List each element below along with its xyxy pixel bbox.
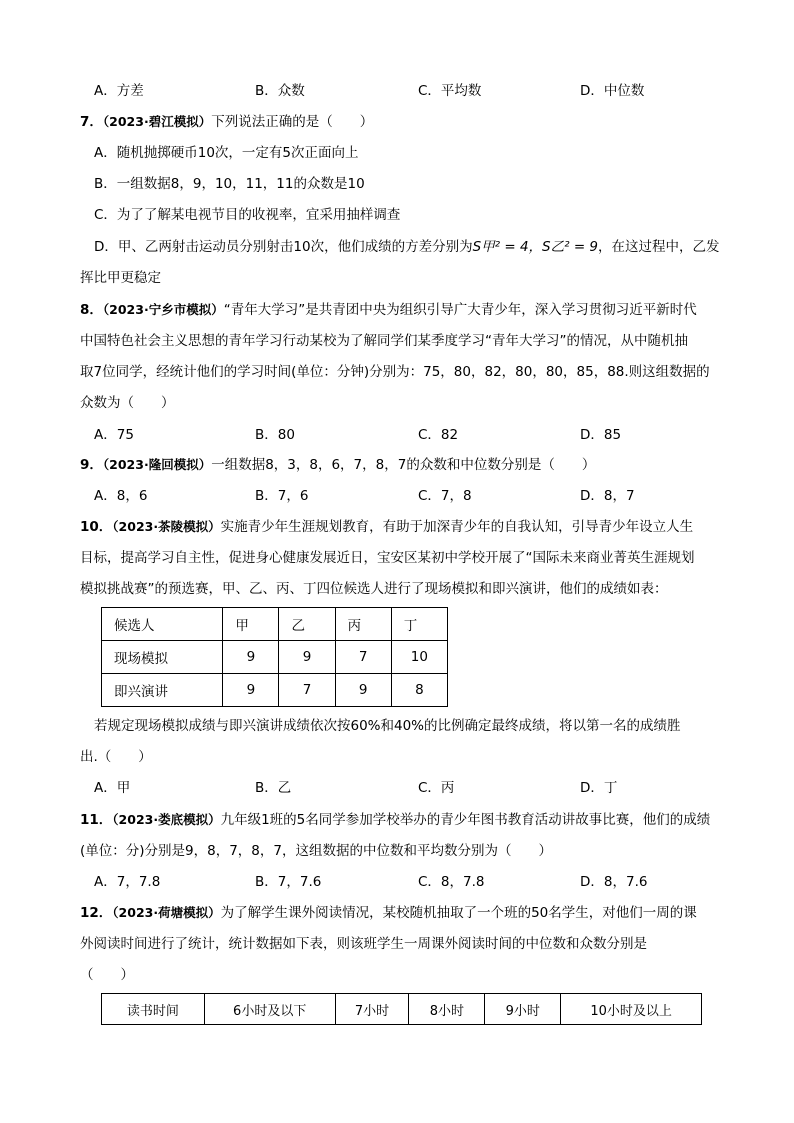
q8-line-4: 众数为（ ） <box>80 395 175 411</box>
q7-source: （2023·碧江模拟） <box>102 114 212 129</box>
q10-line-2: 目标，提高学习自主性，促进身心健康发展近日，宝安区某初中学校开展了“国际未来商业菁英生涯规划 <box>80 550 695 566</box>
q12-text-1: 为了解学生课外阅读情况，某校随机抽取了一个班的50名学生，对他们一周的课 <box>220 905 697 921</box>
table-cell: 9 <box>335 674 391 707</box>
q7-option-d-line1 <box>94 237 720 257</box>
q9-option-a: A．8，6 <box>94 488 148 504</box>
q11-option-b: B．7，7.6 <box>255 874 322 890</box>
q9-stem: 一组数据8，3，8，6，7，8，7的众数和中位数分别是（ ） <box>211 457 596 473</box>
q9-stem-line <box>80 455 595 475</box>
q8-text-1: “青年大学习”是共青团中央为组织引导广大青少年，深入学习贯彻习近平新时代 <box>223 302 697 318</box>
q7-variance-formula: S甲² = 4，S乙² = 9 <box>472 239 599 255</box>
table-header-row <box>102 994 702 1025</box>
table-row <box>102 674 448 707</box>
table-cell: 9 <box>279 641 335 674</box>
q11-option-d: D．8，7.6 <box>580 874 648 890</box>
q10-after-2: 出.（ ） <box>80 749 152 765</box>
q7-option-d-line2: 挥比甲更稳定 <box>80 270 161 286</box>
table-cell: 现场模拟 <box>102 641 223 674</box>
table-cell: 9 <box>223 674 279 707</box>
q7-option-b: B．一组数据8，9，10，11，11的众数是10 <box>94 176 365 192</box>
q7-stem: 下列说法正确的是（ ） <box>211 114 374 130</box>
table-cell: 即兴演讲 <box>102 674 223 707</box>
q11-option-c: C．8，7.8 <box>418 874 485 890</box>
table-cell: 9小时 <box>485 994 561 1025</box>
table-cell: 7 <box>279 674 335 707</box>
q11-line-2: (单位：分)分别是9，8，7，8，7，这组数据的中位数和平均数分别为（ ） <box>80 843 552 859</box>
q10-text-1: 实施青少年生涯规划教育，有助于加深青少年的自我认知，引导青少年设立人生 <box>220 519 694 535</box>
table-cell: 读书时间 <box>102 994 205 1025</box>
q8-option-d: D．85 <box>580 427 622 443</box>
table-cell: 9 <box>223 641 279 674</box>
table-cell: 丙 <box>335 608 391 641</box>
q10-line-3: 模拟挑战赛”的预选赛，甲、乙、丙、丁四位候选人进行了现场模拟和即兴演讲，他们的成绩如表： <box>80 581 668 597</box>
q9-number: 9． <box>80 457 103 473</box>
table-cell: 8 <box>391 674 447 707</box>
q8-source: （2023·宁乡市模拟） <box>102 302 224 317</box>
q10-score-table <box>101 607 448 707</box>
q10-source: （2023·茶陵模拟） <box>112 519 221 534</box>
q6-option-d: D．中位数 <box>580 83 645 99</box>
q12-line-1 <box>80 903 697 923</box>
q7-number: 7． <box>80 114 103 130</box>
q10-option-a: A．甲 <box>94 780 131 796</box>
q11-text-1: 九年级1班的5名同学参加学校举办的青少年图书教育活动讲故事比赛，他们的成绩 <box>220 812 711 828</box>
q9-source: （2023·隆回模拟） <box>102 457 212 472</box>
q10-option-c: C．丙 <box>418 780 455 796</box>
q8-number: 8． <box>80 302 103 318</box>
table-row <box>102 641 448 674</box>
q10-option-b: B．乙 <box>255 780 292 796</box>
table-cell: 丁 <box>391 608 447 641</box>
q7-option-c: C．为了了解某电视节目的收视率，宜采用抽样调查 <box>94 207 401 223</box>
q6-option-a: A．方差 <box>94 83 144 99</box>
q9-option-b: B．7，6 <box>255 488 309 504</box>
q12-source: （2023·荷塘模拟） <box>112 905 221 920</box>
q7-option-d: D．甲、乙两射击运动员分别射击10次，他们成绩的方差分别为 <box>94 239 473 255</box>
q8-line-2: 中国特色社会主义思想的青年学习行动某校为了解同学们某季度学习“青年大学习”的情况，从中随机抽 <box>80 333 688 349</box>
table-cell: 8小时 <box>409 994 485 1025</box>
table-header-row <box>102 608 448 641</box>
q8-line-1 <box>80 300 697 320</box>
q10-line-1 <box>80 517 693 537</box>
q10-number: 10． <box>80 519 113 535</box>
table-cell: 甲 <box>223 608 279 641</box>
q12-number: 12． <box>80 905 113 921</box>
q7-option-d-tail: ，在这过程中，乙发 <box>598 239 720 255</box>
q11-source: （2023·娄底模拟） <box>112 812 221 827</box>
q9-option-c: C．7，8 <box>418 488 472 504</box>
q12-reading-table <box>101 993 702 1025</box>
q12-line-3: （ ） <box>80 967 134 983</box>
table-cell: 6小时及以下 <box>204 994 335 1025</box>
q8-option-c: C．82 <box>418 427 459 443</box>
table-cell: 10小时及以上 <box>561 994 702 1025</box>
table-cell: 10 <box>391 641 447 674</box>
q8-line-3: 取7位同学，经统计他们的学习时间(单位：分钟)分别为：75，80，82，80，80，85，88.则这组数据的 <box>80 364 710 380</box>
q8-option-b: B．80 <box>255 427 295 443</box>
q12-line-2: 外阅读时间进行了统计，统计数据如下表，则该班学生一周课外阅读时间的中位数和众数分别是 <box>80 936 647 952</box>
q7-stem-line <box>80 112 373 132</box>
table-cell: 7 <box>335 641 391 674</box>
table-cell: 7小时 <box>335 994 409 1025</box>
q10-after-1: 若规定现场模拟成绩与即兴演讲成绩依次按60%和40%的比例确定最终成绩，将以第一名的成绩胜 <box>94 718 681 734</box>
table-cell: 乙 <box>279 608 335 641</box>
q6-option-c: C．平均数 <box>418 83 482 99</box>
q9-option-d: D．8，7 <box>580 488 635 504</box>
table-cell: 候选人 <box>102 608 223 641</box>
q11-line-1 <box>80 810 710 830</box>
q11-number: 11． <box>80 812 113 828</box>
q10-option-d: D．丁 <box>580 780 618 796</box>
q6-option-b: B．众数 <box>255 83 305 99</box>
q7-option-a: A．随机抛掷硬币10次，一定有5次正面向上 <box>94 145 359 161</box>
q11-option-a: A．7，7.8 <box>94 874 161 890</box>
q8-option-a: A．75 <box>94 427 134 443</box>
